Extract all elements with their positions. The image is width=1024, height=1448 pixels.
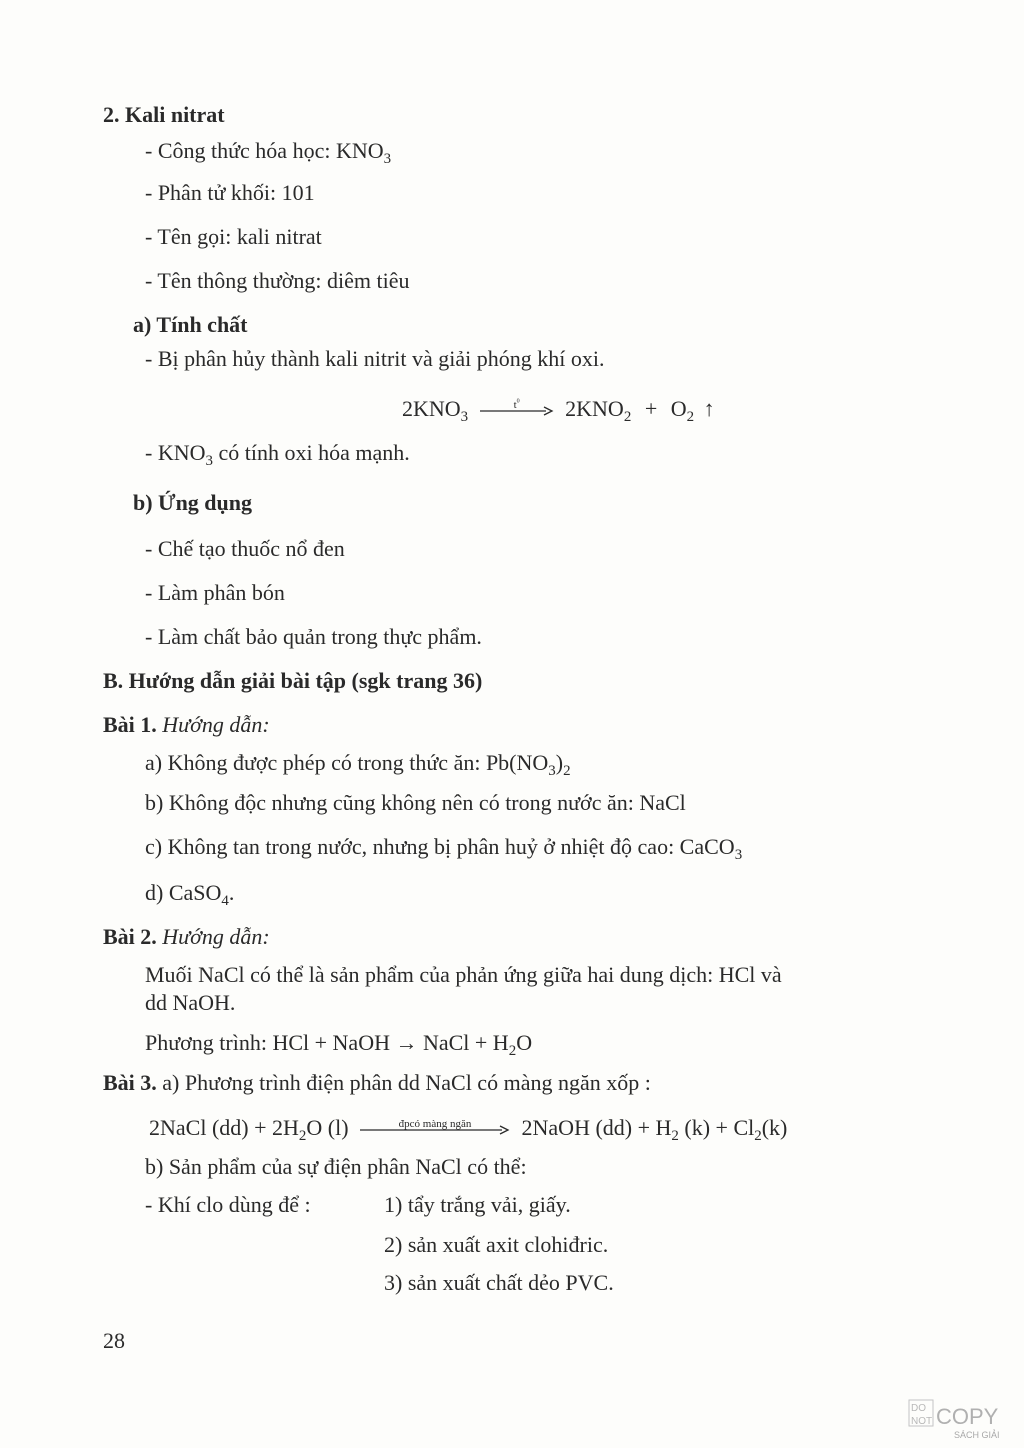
exercise-3-answer-b: b) Sản phẩm của sự điện phân NaCl có thể:	[145, 1154, 527, 1179]
exercise-1-answer-c: c) Không tan trong nước, nhưng bị phân huỷ ở nhiệt độ cao: CaCO$_3$	[145, 834, 743, 864]
exercise-2-equation: Phương trình: HCl + NaOH → NaCl + $H_2O$	[145, 1030, 533, 1060]
application-item: - Chế tạo thuốc nổ đen	[145, 536, 345, 561]
common-name-line: - Tên thông thường: diêm tiêu	[145, 268, 410, 293]
decomposition-equation: $2KNO_3$ $t^0$ $2KNO_2 + O_2$ ↑	[402, 396, 715, 426]
up-arrow-icon: ↑	[703, 396, 715, 421]
properties-heading: a) Tính chất	[133, 312, 248, 337]
electrolysis-equation: 2NaCl $(dd) + 2H_2O$ (l) đpcó màng ngăn 2NaOH $(dd) + H_2$ $(k) + Cl_2(k)$	[149, 1115, 788, 1145]
exercise-1-answer-b: b) Không độc nhưng cũng không nên có trong nước ăn: NaCl	[145, 790, 686, 815]
reaction-arrow: $t^0$	[480, 406, 554, 416]
exercise-2-text-line1: Muối NaCl có thể là sản phẩm của phản ứng giữa hai dung dịch: HCl và	[145, 962, 782, 987]
application-item: - Làm phân bón	[145, 580, 285, 605]
page-number: 28	[103, 1328, 125, 1353]
application-item: - Làm chất bảo quản trong thực phẩm.	[145, 624, 482, 649]
chlorine-use-item: 3) sản xuất chất dẻo PVC.	[384, 1270, 614, 1295]
section-title-kali-nitrat: 2. Kali nitrat	[103, 102, 225, 127]
electrolysis-arrow: đpcó màng ngăn	[360, 1125, 510, 1135]
watermark-logo	[908, 1398, 1008, 1442]
exercise-1-answer-d: d) CaSO$_4$.	[145, 880, 235, 910]
exercise-1-heading: Bài 1. Hướng dẫn:	[103, 712, 270, 737]
decomposition-text: - Bị phân hủy thành kali nitrit và giải phóng khí oxi.	[145, 346, 605, 371]
name-line: - Tên gọi: kali nitrat	[145, 224, 322, 249]
exercise-3-heading: Bài 3. a) Phương trình điện phân dd NaCl có màng ngăn xốp :	[103, 1070, 651, 1095]
exercise-2-text-line2: dd NaOH.	[145, 990, 236, 1015]
chlorine-use-item: 1) tẩy trắng vải, giấy.	[384, 1192, 571, 1217]
applications-heading: b) Ứng dụng	[133, 490, 253, 515]
section-b-title: B. Hướng dẫn giải bài tập (sgk trang 36)	[103, 668, 483, 693]
svg-text:DO: DO	[911, 1403, 926, 1414]
exercise-1-answer-a: a) Không được phép có trong thức ăn: $Pb(NO_3)_2$	[145, 750, 571, 780]
oxidizing-text: - $KNO_3$ có tính oxi hóa mạnh.	[145, 440, 410, 470]
svg-text:COPY: COPY	[936, 1404, 999, 1429]
svg-text:NOT: NOT	[911, 1416, 933, 1427]
chlorine-use-item: 2) sản xuất axit clohiđric.	[384, 1232, 609, 1257]
formula-line: - Công thức hóa học: $KNO_3$	[145, 138, 392, 168]
molecular-mass-line: - Phân tử khối: 101	[145, 180, 315, 205]
chlorine-uses-label: - Khí clo dùng để :	[145, 1192, 311, 1217]
svg-text:SÁCH GIẢI: SÁCH GIẢI	[954, 1430, 1000, 1440]
exercise-2-heading: Bài 2. Hướng dẫn:	[103, 924, 270, 949]
